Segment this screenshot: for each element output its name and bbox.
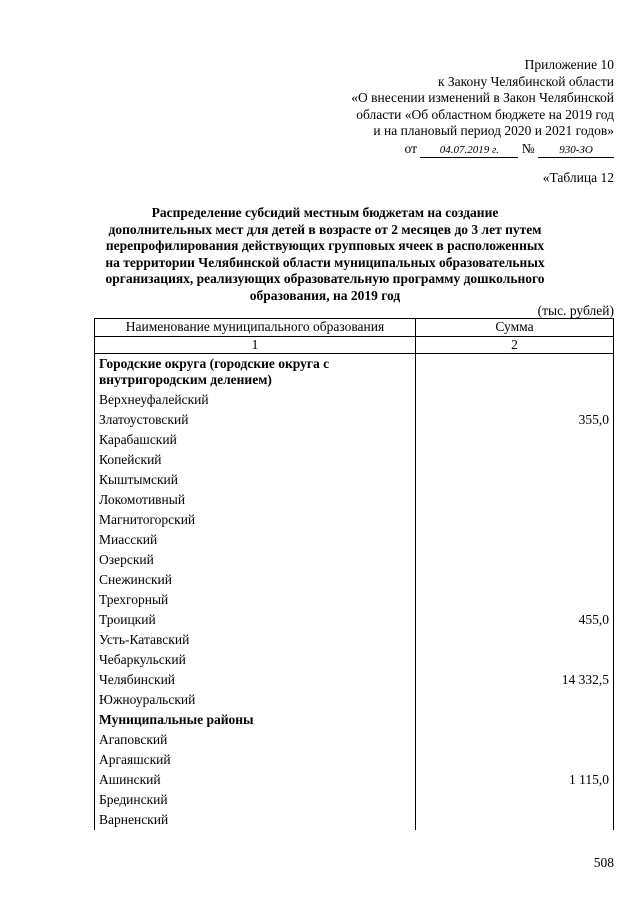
municipality-name: Аргаяшский: [95, 750, 416, 770]
column-number: 2: [416, 337, 614, 354]
table-row: [95, 650, 614, 670]
header-line: «О внесении изменений в Закон Челябинской: [351, 90, 614, 105]
table-row: [95, 530, 614, 550]
subsidy-amount: 455,0: [416, 610, 614, 630]
column-header-sum: Сумма: [416, 319, 614, 337]
subsidy-amount: [416, 690, 614, 710]
subsidy-amount: [416, 810, 614, 830]
table-row: [95, 490, 614, 510]
units-label: (тыс. рублей): [537, 303, 614, 318]
subsidy-amount: [416, 450, 614, 470]
subsidy-amount: [416, 510, 614, 530]
table-label: «Таблица 12: [542, 170, 614, 185]
subsidy-amount: [416, 530, 614, 550]
municipality-name: Озерский: [95, 550, 416, 570]
municipality-name: Чебаркульский: [95, 650, 416, 670]
subsidy-amount: 355,0: [416, 410, 614, 430]
subsidy-amount: [416, 570, 614, 590]
header-line: к Закону Челябинской области: [437, 73, 614, 89]
subsidy-amount: [416, 490, 614, 510]
subsidy-amount: [416, 730, 614, 750]
municipality-name: Златоустовский: [95, 410, 416, 430]
column-header-name: Наименование муниципального образования: [95, 319, 416, 337]
table-row: [95, 670, 614, 690]
subsidy-amount: [416, 630, 614, 650]
table-row: [95, 690, 614, 710]
subsidy-amount: 14 332,5: [416, 670, 614, 690]
header-line: и на плановый период 2020 и 2021 годов»: [373, 123, 614, 138]
municipality-name: Агаповский: [95, 730, 416, 750]
subsidy-amount: 1 115,0: [416, 770, 614, 790]
municipality-name: Усть-Катавский: [95, 630, 416, 650]
law-number: 930-ЗО: [538, 144, 614, 158]
subsidy-amount: [416, 550, 614, 570]
table-header-row: [95, 319, 614, 337]
subsidy-table: [94, 318, 614, 830]
municipality-name: Кыштымский: [95, 470, 416, 490]
municipality-name: Челябинский: [95, 670, 416, 690]
table-row: [95, 470, 614, 490]
table-row: [95, 790, 614, 810]
document-title: Распределение субсидий местным бюджетам на создание дополнительных мест для детей в возрасте от 2 месяцев до 3 лет путем перепрофилирования действующих групповых ячеек в расположенных на территории Челябинской области муниципальных образовательных организациях, реализующих образовательную программу дошкольного образования, на 2019 год: [105, 205, 545, 303]
subsidy-amount: [416, 390, 614, 410]
section-title: Муниципальные районы: [95, 710, 416, 730]
table-row: [95, 550, 614, 570]
subsidy-amount: [416, 650, 614, 670]
table-row: [95, 390, 614, 410]
subsidy-amount: [416, 430, 614, 450]
table-row: [95, 450, 614, 470]
table-row: [95, 430, 614, 450]
municipality-name: Трехгорный: [95, 590, 416, 610]
law-date-number: [214, 141, 614, 158]
municipality-name: Брединский: [95, 790, 416, 810]
subsidy-amount: [416, 790, 614, 810]
table-row: [95, 750, 614, 770]
table-row: [95, 410, 614, 430]
municipality-name: Троицкий: [95, 610, 416, 630]
appendix-header: [214, 57, 614, 158]
table-row: [95, 570, 614, 590]
table-row: [95, 770, 614, 790]
column-numbers-row: [95, 337, 614, 354]
table-row: [95, 630, 614, 650]
table-row: [95, 810, 614, 830]
municipality-name: Карабашский: [95, 430, 416, 450]
municipality-name: Миасский: [95, 530, 416, 550]
table-row: [95, 590, 614, 610]
number-label: №: [521, 140, 535, 156]
municipality-name: Ашинский: [95, 770, 416, 790]
table-row: [95, 610, 614, 630]
column-number: 1: [95, 337, 416, 354]
table-row: [95, 730, 614, 750]
law-date: 04.07.2019 г.: [420, 144, 518, 158]
subsidy-amount: [416, 590, 614, 610]
municipality-name: Варненский: [95, 810, 416, 830]
header-line: Приложение 10: [524, 57, 614, 72]
section-title: Городские округа (городские округа с внутригородским делением): [95, 354, 416, 391]
section-row-urban: [95, 354, 614, 391]
from-label: от: [404, 140, 417, 156]
municipality-name: Верхнеуфалейский: [95, 390, 416, 410]
subsidy-amount: [416, 750, 614, 770]
page-number: 508: [593, 855, 614, 870]
header-line: области «Об областном бюджете на 2019 год: [356, 106, 614, 122]
subsidy-amount: [416, 470, 614, 490]
section-row-districts: [95, 710, 614, 730]
municipality-name: Снежинский: [95, 570, 416, 590]
municipality-name: Локомотивный: [95, 490, 416, 510]
municipality-name: Магнитогорский: [95, 510, 416, 530]
municipality-name: Копейский: [95, 450, 416, 470]
table-row: [95, 510, 614, 530]
municipality-name: Южноуральский: [95, 690, 416, 710]
